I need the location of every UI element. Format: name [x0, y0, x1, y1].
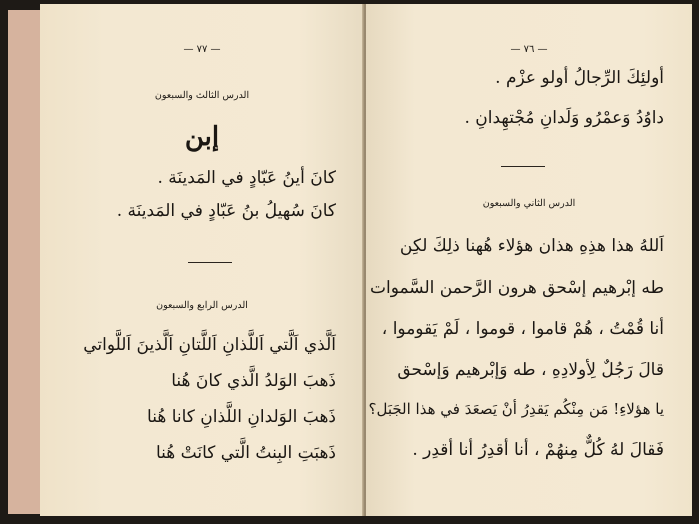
- page-number: — ٧٧ —: [183, 44, 221, 55]
- text-line: اَلَّذي اَلَّتي اَللَّذانِ اَللَّتانِ اَلَّذينَ اَللَّواتي: [83, 335, 336, 355]
- section-divider: [188, 262, 232, 263]
- text-line: ذَهبَ الوَلدانِ اللَّذانِ كانا هُنا: [147, 407, 336, 427]
- lesson-heading-word: إبن: [184, 122, 220, 152]
- right-page: [366, 4, 692, 516]
- text-line: داوُدُ وَعمْرُو وَلَدانِ مُجْتهِدانِ .: [464, 108, 664, 128]
- text-line: فَقالَ لهُ كُلٌّ مِنهُمْ ، أنا أقدِرُ أنا أقدِر .: [412, 440, 664, 460]
- text-line: قالَ رَجُلٌ لِأولادِهِ ، طه وَإبْرهيم وَإسْحق: [397, 360, 664, 380]
- section-divider: [501, 166, 545, 167]
- lesson-title: الدرس الثاني والسبعون: [482, 198, 576, 209]
- text-line: أولئِكَ الرِّجالُ أولو عزْم .: [495, 68, 664, 88]
- text-line: طه إبْرهيم إسْحق هرون الرَّحمن السَّموات: [369, 278, 664, 298]
- text-line: أنا قُمْتُ ، هُمْ قاموا ، قوموا ، لَمْ يَقوموا ،: [381, 319, 664, 339]
- text-line: ذَهبَتِ البِنتُ الَّتي كانَتْ هُنا: [155, 443, 336, 463]
- text-line: يا هؤلاءِ! مَن مِنْكُم يَقدِرُ أنْ يَصعَدَ في هذا الجَبَل؟: [368, 400, 664, 418]
- page-number: — ٧٦ —: [510, 44, 548, 55]
- lesson-title: الدرس الثالث والسبعون: [154, 90, 250, 101]
- text-line: اَللهُ هذا هذِهِ هذان هؤلاء هُهنا ذلِكَ لكِن: [399, 236, 664, 256]
- text-line: كانَ أينُ عَبّادٍ في المَدينَة .: [157, 168, 336, 188]
- left-page: [40, 4, 364, 516]
- lesson-title: الدرس الرابع والسبعون: [156, 300, 248, 311]
- text-line: كانَ سُهيلُ بنُ عَبّادٍ في المَدينَة .: [116, 201, 336, 221]
- book-edge: [8, 10, 43, 514]
- text-line: ذَهبَ الوَلدُ الَّذي كانَ هُنا: [171, 371, 336, 391]
